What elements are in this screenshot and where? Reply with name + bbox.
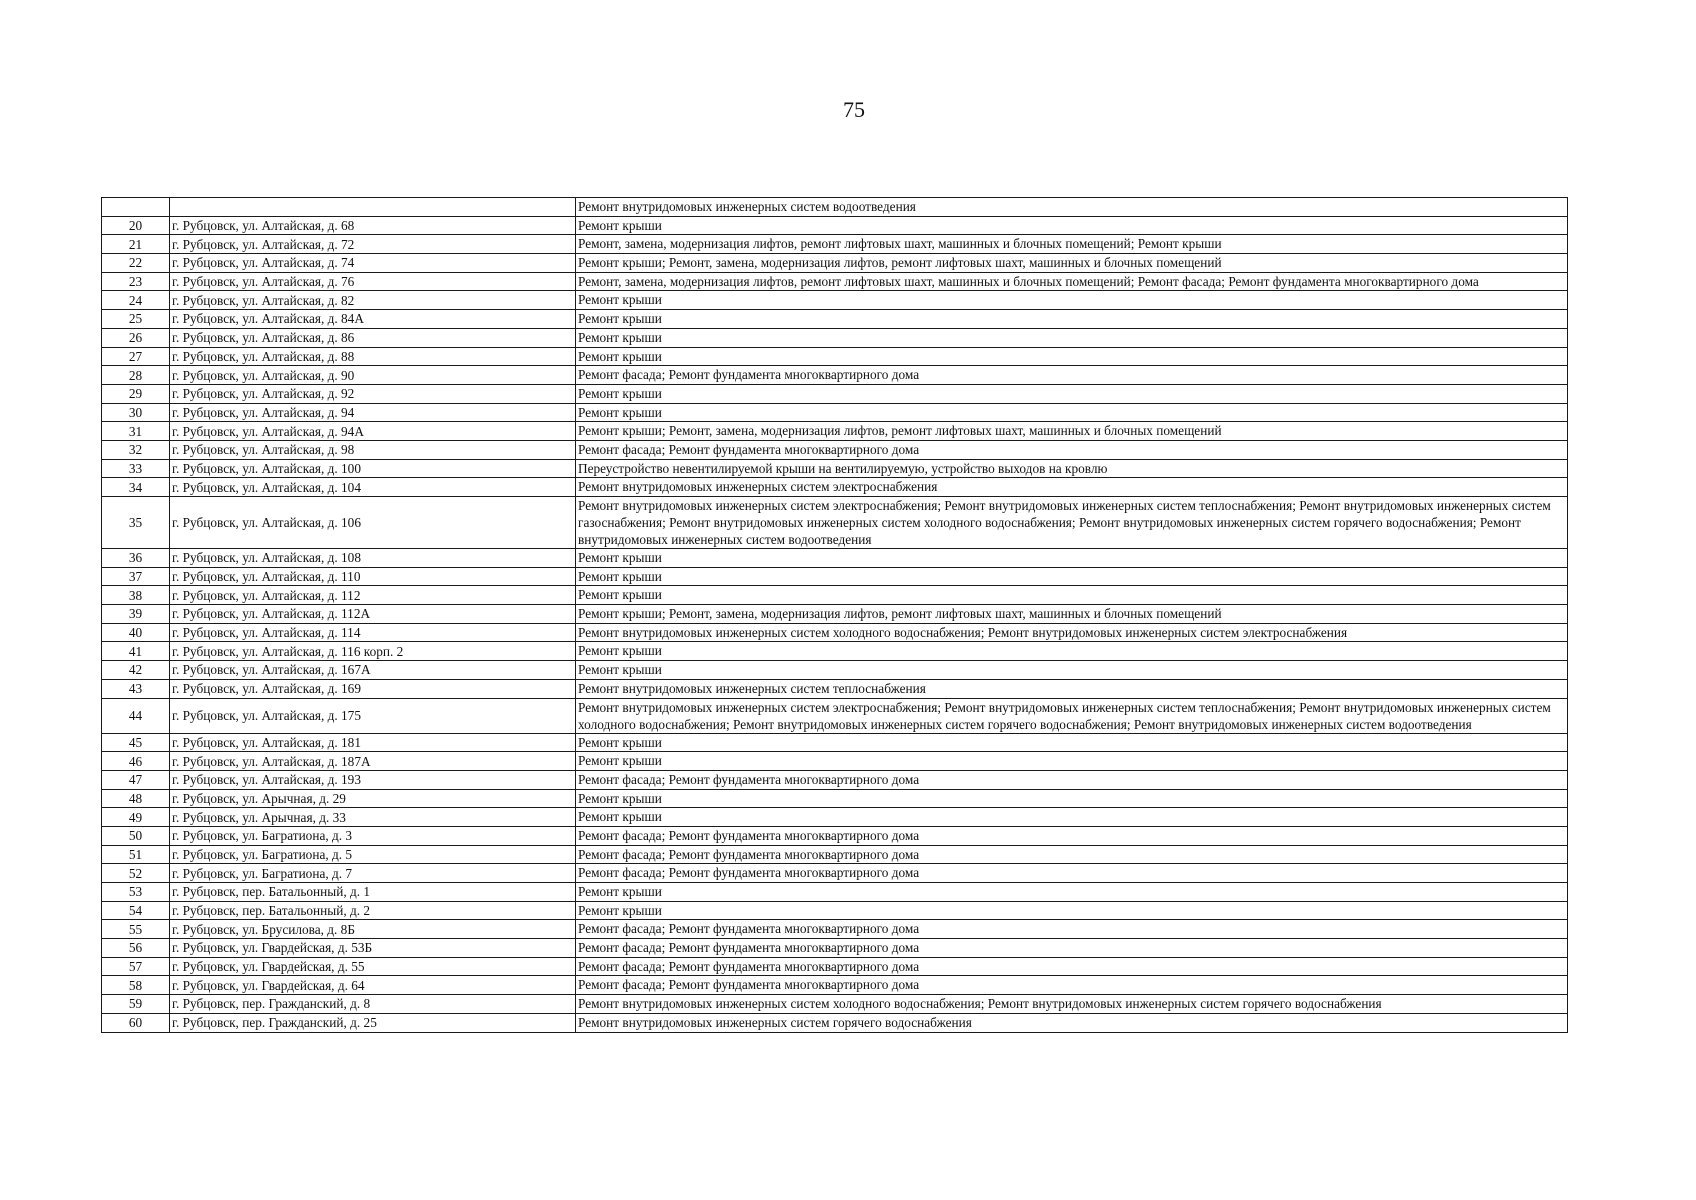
table-row (102, 272, 1568, 291)
work-type-cell: Ремонт крыши (576, 216, 1568, 235)
work-type-cell: Ремонт фасада; Ремонт фундамента многоквартирного дома (576, 366, 1568, 385)
row-number-cell: 38 (102, 586, 170, 605)
row-number-cell: 43 (102, 679, 170, 698)
repair-table-body (102, 198, 1568, 1033)
address-cell: г. Рубцовск, ул. Алтайская, д. 84А (170, 310, 576, 329)
address-cell: г. Рубцовск, ул. Багратиона, д. 5 (170, 845, 576, 864)
work-type-cell: Ремонт внутридомовых инженерных систем электроснабжения (576, 478, 1568, 497)
table-row (102, 291, 1568, 310)
work-type-cell: Ремонт фасада; Ремонт фундамента многоквартирного дома (576, 864, 1568, 883)
address-cell: г. Рубцовск, ул. Гвардейская, д. 64 (170, 976, 576, 995)
work-type-cell: Ремонт крыши (576, 384, 1568, 403)
work-type-cell: Ремонт фасада; Ремонт фундамента многоквартирного дома (576, 440, 1568, 459)
row-number-cell: 26 (102, 328, 170, 347)
work-type-cell: Ремонт крыши (576, 347, 1568, 366)
work-type-cell: Переустройство невентилируемой крыши на вентилируемую, устройство выходов на кровлю (576, 459, 1568, 478)
address-cell: г. Рубцовск, ул. Алтайская, д. 116 корп. 2 (170, 642, 576, 661)
address-cell: г. Рубцовск, ул. Алтайская, д. 94 (170, 403, 576, 422)
address-cell: г. Рубцовск, ул. Алтайская, д. 104 (170, 478, 576, 497)
address-cell: г. Рубцовск, ул. Алтайская, д. 92 (170, 384, 576, 403)
address-cell: г. Рубцовск, ул. Алтайская, д. 112 (170, 586, 576, 605)
work-type-cell: Ремонт крыши (576, 752, 1568, 771)
address-cell: г. Рубцовск, ул. Алтайская, д. 94А (170, 422, 576, 441)
work-type-cell: Ремонт крыши (576, 328, 1568, 347)
row-number-cell: 39 (102, 605, 170, 624)
address-cell: г. Рубцовск, ул. Алтайская, д. 112А (170, 605, 576, 624)
row-number-cell: 32 (102, 440, 170, 459)
table-row (102, 440, 1568, 459)
row-number-cell: 59 (102, 995, 170, 1014)
work-type-cell: Ремонт крыши (576, 549, 1568, 568)
address-cell: г. Рубцовск, ул. Брусилова, д. 8Б (170, 920, 576, 939)
address-cell: г. Рубцовск, ул. Алтайская, д. 98 (170, 440, 576, 459)
table-row (102, 995, 1568, 1014)
work-type-cell: Ремонт крыши (576, 808, 1568, 827)
address-cell: г. Рубцовск, пер. Батальонный, д. 1 (170, 883, 576, 902)
table-row (102, 976, 1568, 995)
table-row (102, 459, 1568, 478)
work-type-cell: Ремонт внутридомовых инженерных систем электроснабжения; Ремонт внутридомовых инженерных систем теплоснабжения; Ремонт внутридомовых инженерных систем холодного водоснабжения; Ремонт внутридомовых инженерных систем горячего водоснабжения; Ремонт внутридомовых инженерных систем водоотведения (576, 698, 1568, 733)
row-number-cell: 22 (102, 254, 170, 273)
table-row (102, 661, 1568, 680)
work-type-cell: Ремонт крыши (576, 883, 1568, 902)
table-row (102, 808, 1568, 827)
table-row (102, 422, 1568, 441)
row-number-cell: 44 (102, 698, 170, 733)
work-type-cell: Ремонт, замена, модернизация лифтов, ремонт лифтовых шахт, машинных и блочных помещений; Ремонт крыши (576, 235, 1568, 254)
work-type-cell: Ремонт внутридомовых инженерных систем горячего водоснабжения (576, 1013, 1568, 1032)
table-row (102, 567, 1568, 586)
work-type-cell: Ремонт фасада; Ремонт фундамента многоквартирного дома (576, 976, 1568, 995)
address-cell: г. Рубцовск, ул. Алтайская, д. 88 (170, 347, 576, 366)
row-number-cell: 52 (102, 864, 170, 883)
address-cell: г. Рубцовск, ул. Алтайская, д. 74 (170, 254, 576, 273)
table-row (102, 384, 1568, 403)
address-cell: г. Рубцовск, ул. Багратиона, д. 7 (170, 864, 576, 883)
row-number-cell: 27 (102, 347, 170, 366)
work-type-cell: Ремонт фасада; Ремонт фундамента многоквартирного дома (576, 920, 1568, 939)
table-row (102, 770, 1568, 789)
address-cell: г. Рубцовск, ул. Алтайская, д. 187А (170, 752, 576, 771)
address-cell: г. Рубцовск, ул. Алтайская, д. 72 (170, 235, 576, 254)
table-row (102, 403, 1568, 422)
row-number-cell: 42 (102, 661, 170, 680)
address-cell: г. Рубцовск, ул. Алтайская, д. 167А (170, 661, 576, 680)
row-number-cell: 21 (102, 235, 170, 254)
address-cell: г. Рубцовск, ул. Алтайская, д. 90 (170, 366, 576, 385)
work-type-cell: Ремонт, замена, модернизация лифтов, ремонт лифтовых шахт, машинных и блочных помещений; Ремонт фасада; Ремонт фундамента многоквартирного дома (576, 272, 1568, 291)
table-row (102, 310, 1568, 329)
work-type-cell: Ремонт фасада; Ремонт фундамента многоквартирного дома (576, 939, 1568, 958)
work-type-cell: Ремонт внутридомовых инженерных систем электроснабжения; Ремонт внутридомовых инженерных систем теплоснабжения; Ремонт внутридомовых инженерных систем газоснабжения; Ремонт внутридомовых инженерных систем холодного водоснабжения; Ремонт внутридомовых инженерных систем горячего водоснабжения; Ремонт внутридомовых инженерных систем водоотведения (576, 497, 1568, 549)
table-row (102, 328, 1568, 347)
row-number-cell: 51 (102, 845, 170, 864)
table-row (102, 1013, 1568, 1032)
work-type-cell: Ремонт крыши (576, 310, 1568, 329)
row-number-cell: 57 (102, 957, 170, 976)
work-type-cell: Ремонт крыши (576, 567, 1568, 586)
address-cell: г. Рубцовск, ул. Гвардейская, д. 55 (170, 957, 576, 976)
work-type-cell: Ремонт фасада; Ремонт фундамента многоквартирного дома (576, 770, 1568, 789)
address-cell: г. Рубцовск, ул. Алтайская, д. 82 (170, 291, 576, 310)
work-type-cell: Ремонт внутридомовых инженерных систем теплоснабжения (576, 679, 1568, 698)
work-type-cell: Ремонт крыши; Ремонт, замена, модернизация лифтов, ремонт лифтовых шахт, машинных и блочных помещений (576, 605, 1568, 624)
table-row (102, 478, 1568, 497)
row-number-cell: 41 (102, 642, 170, 661)
table-row (102, 623, 1568, 642)
repair-table (101, 197, 1568, 1033)
row-number-cell: 46 (102, 752, 170, 771)
address-cell: г. Рубцовск, ул. Алтайская, д. 106 (170, 497, 576, 549)
address-cell: г. Рубцовск, ул. Алтайская, д. 100 (170, 459, 576, 478)
table-row (102, 586, 1568, 605)
row-number-cell: 56 (102, 939, 170, 958)
table-row (102, 497, 1568, 549)
table-row (102, 216, 1568, 235)
address-cell: г. Рубцовск, пер. Гражданский, д. 25 (170, 1013, 576, 1032)
work-type-cell: Ремонт крыши (576, 586, 1568, 605)
work-type-cell: Ремонт фасада; Ремонт фундамента многоквартирного дома (576, 957, 1568, 976)
work-type-cell: Ремонт внутридомовых инженерных систем холодного водоснабжения; Ремонт внутридомовых инженерных систем горячего водоснабжения (576, 995, 1568, 1014)
row-number-cell: 28 (102, 366, 170, 385)
address-cell: г. Рубцовск, ул. Алтайская, д. 110 (170, 567, 576, 586)
work-type-cell: Ремонт внутридомовых инженерных систем водоотведения (576, 198, 1568, 217)
table-row (102, 642, 1568, 661)
row-number-cell: 49 (102, 808, 170, 827)
table-row (102, 901, 1568, 920)
address-cell: г. Рубцовск, ул. Алтайская, д. 169 (170, 679, 576, 698)
address-cell: г. Рубцовск, пер. Батальонный, д. 2 (170, 901, 576, 920)
work-type-cell: Ремонт крыши (576, 789, 1568, 808)
address-cell: г. Рубцовск, пер. Гражданский, д. 8 (170, 995, 576, 1014)
table-row (102, 920, 1568, 939)
row-number-cell: 37 (102, 567, 170, 586)
work-type-cell: Ремонт крыши; Ремонт, замена, модернизация лифтов, ремонт лифтовых шахт, машинных и блочных помещений (576, 254, 1568, 273)
table-row (102, 864, 1568, 883)
table-row (102, 826, 1568, 845)
row-number-cell: 24 (102, 291, 170, 310)
table-row (102, 679, 1568, 698)
table-row (102, 939, 1568, 958)
address-cell: г. Рубцовск, ул. Алтайская, д. 86 (170, 328, 576, 347)
address-cell (170, 198, 576, 217)
row-number-cell: 47 (102, 770, 170, 789)
work-type-cell: Ремонт крыши (576, 642, 1568, 661)
table-row (102, 254, 1568, 273)
row-number-cell: 34 (102, 478, 170, 497)
work-type-cell: Ремонт крыши (576, 661, 1568, 680)
table-row (102, 605, 1568, 624)
address-cell: г. Рубцовск, ул. Алтайская, д. 181 (170, 733, 576, 752)
page-number: 75 (843, 97, 865, 122)
row-number-cell: 50 (102, 826, 170, 845)
row-number-cell: 23 (102, 272, 170, 291)
address-cell: г. Рубцовск, ул. Алтайская, д. 76 (170, 272, 576, 291)
address-cell: г. Рубцовск, ул. Арычная, д. 33 (170, 808, 576, 827)
work-type-cell: Ремонт фасада; Ремонт фундамента многоквартирного дома (576, 826, 1568, 845)
row-number-cell: 30 (102, 403, 170, 422)
row-number-cell: 25 (102, 310, 170, 329)
table-row (102, 957, 1568, 976)
row-number-cell: 29 (102, 384, 170, 403)
table-row (102, 698, 1568, 733)
row-number-cell: 35 (102, 497, 170, 549)
address-cell: г. Рубцовск, ул. Алтайская, д. 114 (170, 623, 576, 642)
table-row (102, 549, 1568, 568)
table-row (102, 235, 1568, 254)
row-number-cell (102, 198, 170, 217)
work-type-cell: Ремонт крыши (576, 733, 1568, 752)
work-type-cell: Ремонт крыши (576, 901, 1568, 920)
table-row (102, 198, 1568, 217)
work-type-cell: Ремонт крыши (576, 403, 1568, 422)
row-number-cell: 54 (102, 901, 170, 920)
table-row (102, 347, 1568, 366)
address-cell: г. Рубцовск, ул. Алтайская, д. 175 (170, 698, 576, 733)
row-number-cell: 48 (102, 789, 170, 808)
work-type-cell: Ремонт крыши (576, 291, 1568, 310)
address-cell: г. Рубцовск, ул. Багратиона, д. 3 (170, 826, 576, 845)
row-number-cell: 33 (102, 459, 170, 478)
address-cell: г. Рубцовск, ул. Гвардейская, д. 53Б (170, 939, 576, 958)
row-number-cell: 60 (102, 1013, 170, 1032)
row-number-cell: 45 (102, 733, 170, 752)
row-number-cell: 40 (102, 623, 170, 642)
address-cell: г. Рубцовск, ул. Арычная, д. 29 (170, 789, 576, 808)
row-number-cell: 36 (102, 549, 170, 568)
table-row (102, 366, 1568, 385)
table-row (102, 883, 1568, 902)
table-row (102, 845, 1568, 864)
table-row (102, 733, 1568, 752)
work-type-cell: Ремонт крыши; Ремонт, замена, модернизация лифтов, ремонт лифтовых шахт, машинных и блочных помещений (576, 422, 1568, 441)
row-number-cell: 31 (102, 422, 170, 441)
table-row (102, 752, 1568, 771)
address-cell: г. Рубцовск, ул. Алтайская, д. 108 (170, 549, 576, 568)
address-cell: г. Рубцовск, ул. Алтайская, д. 193 (170, 770, 576, 789)
row-number-cell: 55 (102, 920, 170, 939)
row-number-cell: 53 (102, 883, 170, 902)
row-number-cell: 20 (102, 216, 170, 235)
work-type-cell: Ремонт фасада; Ремонт фундамента многоквартирного дома (576, 845, 1568, 864)
address-cell: г. Рубцовск, ул. Алтайская, д. 68 (170, 216, 576, 235)
table-row (102, 789, 1568, 808)
work-type-cell: Ремонт внутридомовых инженерных систем холодного водоснабжения; Ремонт внутридомовых инженерных систем электроснабжения (576, 623, 1568, 642)
row-number-cell: 58 (102, 976, 170, 995)
